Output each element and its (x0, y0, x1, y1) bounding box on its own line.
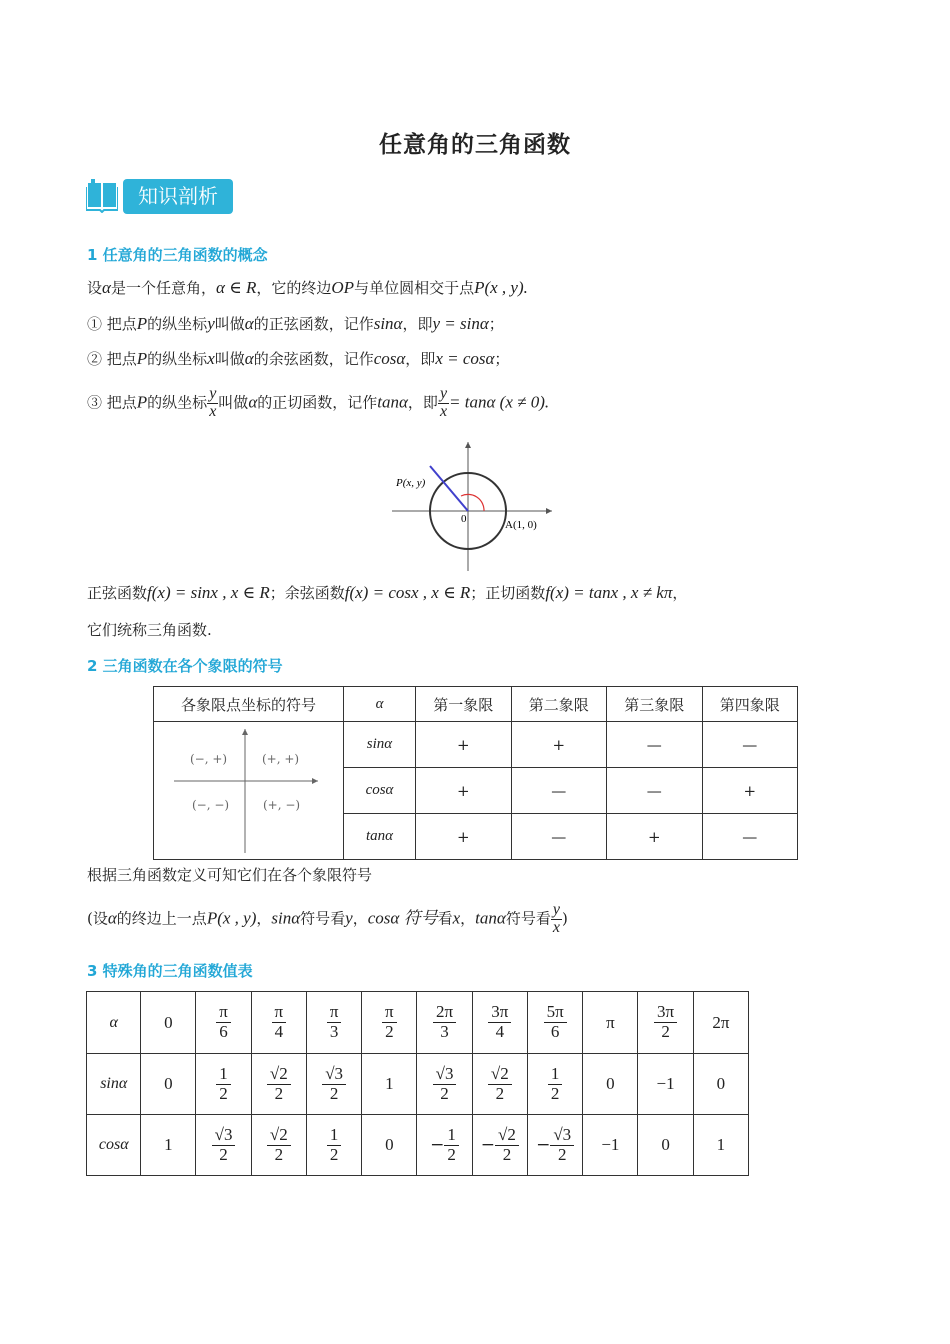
function-cell: tanα (344, 814, 416, 860)
value-cell: 0 (141, 1054, 196, 1115)
sign-cell: + (607, 814, 703, 860)
sign-cell: — (511, 814, 607, 860)
table-header: 第一象限 (416, 687, 512, 722)
sign-cell: + (416, 768, 512, 814)
value-cell: $\frac{\pi}{2}$ (362, 992, 417, 1054)
quadrant-sign-table (153, 686, 798, 860)
sign-cell: + (702, 768, 798, 814)
value-cell: 1 (693, 1115, 748, 1176)
value-cell: $\frac{\pi}{3}$ (307, 992, 362, 1054)
value-cell: 2π (693, 992, 748, 1054)
sign-cell: + (511, 722, 607, 768)
tangent-definition: ③ 把点P的纵坐标 $\frac{y}{x}$ 叫做α的正切函数，记作tanα，即 $\frac{y}{x}$ = tanα (x ≠ 0). (87, 385, 550, 420)
section-2-heading: 2 三角函数在各个象限的符号 (87, 657, 283, 675)
value-cell: −1 (583, 1115, 638, 1176)
value-cell: 0 (362, 1115, 417, 1176)
sign-cell: — (607, 722, 703, 768)
sign-cell: + (416, 814, 512, 860)
value-cell: $\frac{5\pi}{6}$ (527, 992, 582, 1054)
summary-line: 它们统称三角函数. (87, 621, 212, 639)
value-cell: $\frac{\pi}{4}$ (251, 992, 306, 1054)
row-label: α (87, 992, 141, 1054)
table-row (87, 1115, 749, 1176)
book-icon (86, 179, 118, 213)
table-header: 第三象限 (607, 687, 703, 722)
quadrant-2-label: (−, +) (190, 751, 228, 766)
quadrant-1-label: (+, +) (262, 751, 300, 766)
sign-cell: + (416, 722, 512, 768)
function-cell: sinα (344, 722, 416, 768)
origin-label: 0 (461, 513, 467, 525)
unit-circle-figure (388, 438, 558, 573)
table-header-row (154, 687, 798, 722)
section-1-heading: 1 任意角的三角函数的概念 (87, 246, 268, 264)
value-cell: $\frac{3\pi}{2}$ (638, 992, 693, 1054)
value-cell: − $\frac{1}{2}$ (417, 1115, 472, 1176)
table-row (87, 1054, 749, 1115)
value-cell: $\frac{√3}{2}$ (417, 1054, 472, 1115)
value-cell: $\frac{\pi}{6}$ (196, 992, 251, 1054)
value-cell: 0 (693, 1054, 748, 1115)
page-title: 任意角的三角函数 (379, 132, 571, 158)
section-badge: 知识剖析 (123, 179, 233, 214)
value-cell: − $\frac{√2}{2}$ (472, 1115, 527, 1176)
sign-cell: — (702, 722, 798, 768)
value-cell: 0 (583, 1054, 638, 1115)
value-cell: $\frac{1}{2}$ (527, 1054, 582, 1115)
value-cell: − $\frac{√3}{2}$ (527, 1115, 582, 1176)
row-label: cosα (87, 1115, 141, 1176)
sine-definition: ① 把点P的纵坐标y叫做α的正弦函数，记作sinα，即y = sinα； (87, 314, 504, 333)
value-cell: $\frac{√2}{2}$ (251, 1054, 306, 1115)
value-cell: $\frac{1}{2}$ (307, 1115, 362, 1176)
functions-line: 正弦函数f(x) = sinx , x ∈ R；余弦函数f(x) = cosx , x ∈ R；正切函数f(x) = tanx , x ≠ kπ， (87, 583, 688, 602)
table-header: 各象限点坐标的符号 (154, 687, 344, 722)
quadrant-diagram (154, 723, 343, 859)
table-row (154, 722, 798, 768)
value-cell: 1 (362, 1054, 417, 1115)
point-p-label: P(x, y) (396, 477, 426, 489)
value-cell: $\frac{2\pi}{3}$ (417, 992, 472, 1054)
value-cell: 1 (141, 1115, 196, 1176)
sign-cell: — (511, 768, 607, 814)
quadrant-3-label: (−, −) (192, 797, 230, 812)
sign-note: 根据三角函数定义可知它们在各个象限符号 (87, 866, 373, 884)
value-cell: $\frac{3\pi}{4}$ (472, 992, 527, 1054)
value-cell: $\frac{√3}{2}$ (196, 1115, 251, 1176)
special-angle-table (86, 991, 749, 1176)
value-cell: $\frac{1}{2}$ (196, 1054, 251, 1115)
value-cell: $\frac{√2}{2}$ (472, 1054, 527, 1115)
sign-cell: — (702, 814, 798, 860)
table-header: α (344, 687, 416, 722)
cosine-definition: ② 把点P的纵坐标x叫做α的余弦函数，记作cosα，即x = cosα； (87, 349, 510, 368)
value-cell: 0 (638, 1115, 693, 1176)
definition-line: 设α是一个任意角，α ∈ R，它的终边OP与单位圆相交于点P(x , y). (87, 278, 528, 297)
sign-cell: — (607, 768, 703, 814)
value-cell: 0 (141, 992, 196, 1054)
table-header: 第四象限 (702, 687, 798, 722)
quadrant-4-label: (+, −) (263, 797, 301, 812)
table-row (87, 992, 749, 1054)
row-label: sinα (87, 1054, 141, 1115)
quadrant-diagram-cell (154, 722, 344, 860)
point-a-label: A(1, 0) (505, 519, 537, 531)
value-cell: $\frac{√2}{2}$ (251, 1115, 306, 1176)
sign-rule-line: (设α的终边上一点P(x , y)，sinα符号看y，cosα 符号看x，tanα符号看 $\frac{y}{x}$ ) (87, 901, 568, 936)
value-cell: π (583, 992, 638, 1054)
value-cell: $\frac{√3}{2}$ (307, 1054, 362, 1115)
value-cell: −1 (638, 1054, 693, 1115)
section-3-heading: 3 特殊角的三角函数值表 (87, 962, 253, 980)
function-cell: cosα (344, 768, 416, 814)
table-header: 第二象限 (511, 687, 607, 722)
